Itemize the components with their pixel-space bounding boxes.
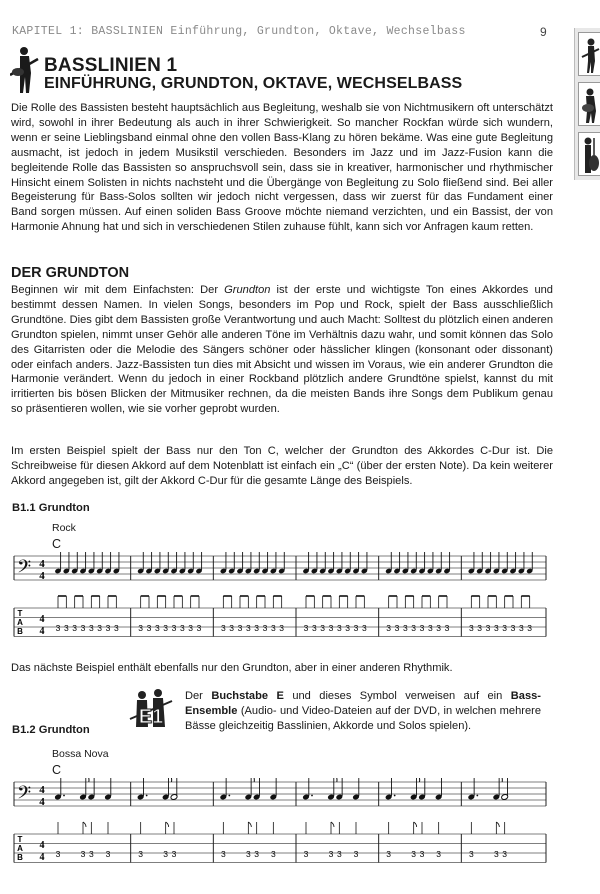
tab-number: 3 — [179, 623, 185, 633]
ensemble-badge-label: E1 — [138, 706, 164, 728]
note-dot — [228, 795, 230, 797]
tab-number: 3 — [220, 849, 226, 859]
tab-number: 3 — [502, 849, 508, 859]
tab-number: 3 — [311, 623, 317, 633]
note-dot — [63, 795, 65, 797]
tab-label-letter: B — [17, 853, 23, 862]
note-flag — [251, 778, 254, 782]
tab-number: 3 — [270, 849, 276, 859]
tab-label-letter: T — [17, 609, 23, 618]
tab-number: 3 — [477, 623, 483, 633]
tab-number: 3 — [80, 849, 86, 859]
example1-chord: C — [52, 537, 62, 551]
bass-ensemble-icon — [128, 687, 174, 733]
tab-flag — [166, 822, 169, 827]
tab-number: 3 — [254, 849, 260, 859]
tab-number: 3 — [88, 623, 94, 633]
tab-flag — [248, 822, 251, 827]
tab-time-top: 4 — [39, 840, 45, 851]
tab-number: 3 — [237, 623, 243, 633]
tab-number: 3 — [436, 849, 442, 859]
note-flag — [168, 778, 171, 782]
tab-label-letter: A — [17, 844, 23, 853]
tab-flag — [496, 822, 499, 827]
tab-number: 3 — [419, 849, 425, 859]
tab-number: 3 — [485, 623, 491, 633]
tab-number: 3 — [138, 849, 144, 859]
tab-flag — [331, 822, 334, 827]
grundton-term: Grundton — [224, 284, 271, 296]
tab-number: 3 — [493, 623, 499, 633]
example2-chord: C — [52, 763, 62, 777]
chapter-subtitle: EINFÜHRUNG, GRUNDTON, OKTAVE, WECHSELBASS — [44, 75, 463, 92]
tab-number: 3 — [436, 623, 442, 633]
tab-number: 3 — [502, 623, 508, 633]
time-signature-top: 4 — [39, 784, 45, 796]
tab-number: 3 — [345, 623, 351, 633]
section-heading: DER GRUNDTON — [11, 265, 130, 281]
tab-number: 3 — [444, 623, 450, 633]
tab-number: 3 — [163, 623, 169, 633]
tab-flag — [83, 822, 86, 827]
example1-title: B1.1 Grundton — [12, 502, 90, 514]
tab-number: 3 — [72, 623, 78, 633]
tab-number: 3 — [303, 849, 309, 859]
tab-number: 3 — [188, 623, 194, 633]
example-paragraph: Im ersten Beispiel spielt der Bass nur den Ton C, welcher der Grundton des Akkordes C-Dur ist. Die Schreibweise für diesen Akkord auf dem Notenblatt ist einfach ein „C“ (über der ersten Note). Da kein weiterer Akkord angegeben ist, gilt der Akkord C-Dur für die gesamte Länge des Beispiels. — [11, 445, 553, 487]
intro-paragraph: Die Rolle des Bassisten besteht hauptsächlich aus Begleitung, weshalb sie von Nichtmusikern oft unterschätzt wird, sowohl in ihrer Bedeutung als auch in ihrer Schwierigkeit. So mancher Rockfan würde sich wundern, wenn er seine Lieblingsband einmal ohne den vollen Bass-Klang zu hören bekäme. Was eine gute Begleitung ausmacht, ist jedoch in jedem Musikstil verschieden. Besonders im Jazz und im Jazz-Fusion kann die begleitende Rolle das Bassisten so anspruchsvoll sein, dass sie in kreativer, harmonischer und rhythmischer Hinsicht einem Solisten in nichts nachsteht und die Übergänge von Begleitung zu Solo fließend sind. Bei aller Begeisterung für Bass-Solos sollten wir jedoch nicht vergessen, dass wir zuerst für das Fundament einer Band sorgen müssen. Auf einen soliden Bass Groove möchte niemand verzichten, und ein Bassist, der von Harmonie Ahnung hat und sich in verschiedenen Stilen zuhause fühlt, kann sich vor Anfragen kaum retten. — [11, 102, 553, 234]
bass-player-icon — [10, 45, 40, 95]
tab-number: 3 — [468, 849, 474, 859]
time-signature-bottom: 4 — [39, 570, 45, 582]
tab-number: 3 — [279, 623, 285, 633]
tab-number: 3 — [171, 623, 177, 633]
tab-number: 3 — [353, 623, 359, 633]
tab-number: 3 — [353, 849, 359, 859]
tab-number: 3 — [402, 623, 408, 633]
bassist-icon — [579, 83, 600, 125]
time-signature-top: 4 — [39, 558, 45, 570]
tab-number: 3 — [411, 849, 417, 859]
tab-number: 3 — [220, 623, 226, 633]
chapter-tab-3[interactable] — [578, 132, 600, 176]
note-flag — [86, 778, 89, 782]
tab-number: 3 — [419, 623, 425, 633]
tab-number: 3 — [411, 623, 417, 633]
double-bass-icon — [579, 133, 600, 175]
example1-score — [0, 552, 560, 642]
tab-number: 3 — [229, 623, 235, 633]
tab-number: 3 — [468, 623, 474, 633]
tab-number: 3 — [196, 623, 202, 633]
page-number: 9 — [540, 25, 547, 39]
tab-number: 3 — [254, 623, 260, 633]
grundton-paragraph: Beginnen wir mit dem Einfachsten: Der Grundton ist der erste und wichtigste Ton eines Akkordes und bestimmt dessen Namen. In vielen Songs, besonders im Pop und Rock, spielt der Bass ausschließlich Grundtöne. Dies gibt dem Bassisten große Verantwortung und auch Macht: Solltest du plötzlich einen anderen Grundton spielen, nimmt unser Gehör alle anderen Töne im Verhältnis dazu wahr, und somit können das Solo des Gitarristen oder die Melodie des Sängers schöner oder hässlicher klingen (konsonant oder dissonant) oder einfach anders. Jazz-Bassisten tun dies mit Absicht und wissen im Voraus, wie ein anderer Grundton die Harmonie verändert. Wenn du jedoch in einer Rockband plötzlich andere Grundtöne spielst, kannst du mit irritierten bis bösen Blicken der Mitmusiker rechnen, da die meisten Bands ihre Songs dem Publikum genau so präsentieren wollen, wie sie vorher geprobt wurden. — [11, 284, 553, 416]
tab-number: 3 — [113, 623, 119, 633]
tab-number: 3 — [510, 623, 516, 633]
tab-number: 3 — [427, 623, 433, 633]
bass-clef: 𝄢 — [17, 557, 32, 582]
example2-title: B1.2 Grundton — [12, 724, 90, 736]
tab-number: 3 — [303, 623, 309, 633]
tab-number: 3 — [88, 849, 94, 859]
note-flag — [499, 778, 502, 782]
tab-number: 3 — [55, 623, 61, 633]
tab-number: 3 — [262, 623, 268, 633]
chapter-tab-2[interactable] — [578, 82, 600, 126]
tab-number: 3 — [163, 849, 169, 859]
tab-number: 3 — [105, 849, 111, 859]
tab-flag — [414, 822, 417, 827]
tab-number: 3 — [328, 849, 334, 859]
note-dot — [394, 795, 396, 797]
tab-number: 3 — [97, 623, 103, 633]
tab-number: 3 — [336, 623, 342, 633]
tab-label-letter: B — [17, 627, 23, 636]
tab-number: 3 — [146, 623, 152, 633]
example2-style: Bossa Nova — [52, 748, 109, 760]
tab-label-letter: A — [17, 618, 23, 627]
tab-number: 3 — [394, 623, 400, 633]
note-dot — [476, 795, 478, 797]
ensemble-note: Der Buchstabe E und dieses Symbol verweisen auf ein Bass-Ensemble (Audio- und Video-Dateien auf der DVD, in welchen mehrere Bässe gleichzeitig Basslinien, Akkorde und Solos spielen). — [185, 690, 541, 732]
between-paragraph: Das nächste Beispiel enthält ebenfalls nur den Grundton, aber in einer anderen Rhythmik. — [11, 662, 453, 674]
note-flag — [416, 778, 419, 782]
tab-number: 3 — [336, 849, 342, 859]
tab-number: 3 — [386, 849, 392, 859]
chapter-tab-1[interactable] — [578, 32, 600, 76]
tab-number: 3 — [527, 623, 533, 633]
tab-label-letter: T — [17, 835, 23, 844]
tab-time-bottom: 4 — [39, 626, 45, 637]
tab-number: 3 — [328, 623, 334, 633]
example1-style: Rock — [52, 522, 76, 534]
note-dot — [146, 795, 148, 797]
chapter-title: BASSLINIEN 1 — [44, 55, 178, 76]
time-signature-bottom: 4 — [39, 796, 45, 808]
tab-number: 3 — [518, 623, 524, 633]
tab-number: 3 — [171, 849, 177, 859]
tab-time-top: 4 — [39, 614, 45, 625]
tab-time-bottom: 4 — [39, 852, 45, 863]
tab-number: 3 — [55, 849, 61, 859]
tab-number: 3 — [320, 623, 326, 633]
tab-number: 3 — [245, 623, 251, 633]
bassist-icon — [579, 33, 600, 75]
bass-clef: 𝄢 — [17, 783, 32, 808]
tab-number: 3 — [386, 623, 392, 633]
example2-score — [0, 778, 560, 868]
tab-number: 3 — [154, 623, 160, 633]
tab-number: 3 — [138, 623, 144, 633]
tab-number: 3 — [80, 623, 86, 633]
tab-number: 3 — [105, 623, 111, 633]
note-dot — [311, 795, 313, 797]
tab-number: 3 — [270, 623, 276, 633]
tab-number: 3 — [245, 849, 251, 859]
tab-number: 3 — [63, 623, 69, 633]
running-head: KAPITEL 1: BASSLINIEN Einführung, Grundton, Oktave, Wechselbass — [12, 25, 466, 38]
tab-number: 3 — [493, 849, 499, 859]
note-flag — [334, 778, 337, 782]
tab-number: 3 — [361, 623, 367, 633]
